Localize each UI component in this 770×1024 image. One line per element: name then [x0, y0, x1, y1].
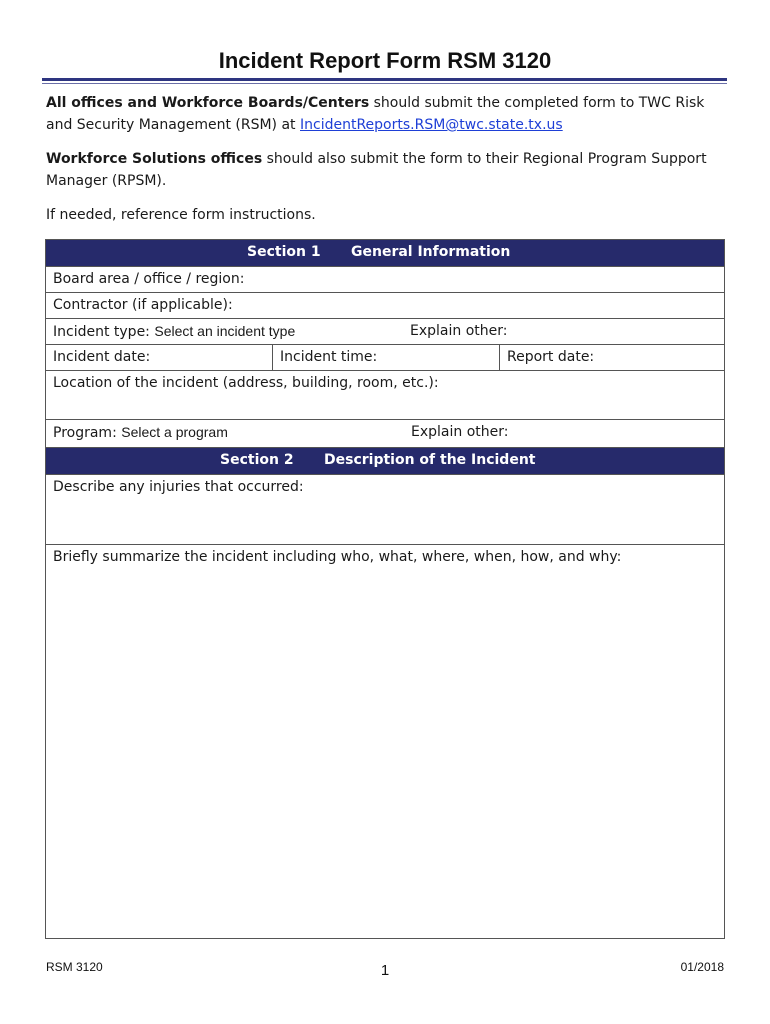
intro-paragraph-3: If needed, reference form instructions.	[46, 207, 316, 223]
section-2-header	[46, 448, 724, 475]
incident-time-label: Incident time:	[280, 349, 378, 365]
injuries-label: Describe any injuries that occurred:	[53, 479, 304, 495]
program-row	[46, 420, 724, 448]
title-rule-thin	[42, 83, 727, 84]
footer-form-id: RSM 3120	[46, 960, 103, 974]
email-link[interactable]: IncidentReports.RSM@twc.state.tx.us	[300, 117, 563, 133]
section-1-header	[46, 240, 724, 267]
intro-paragraph-1	[46, 92, 726, 136]
cell-divider	[272, 345, 273, 370]
explain-other-label: Explain other:	[410, 323, 508, 339]
program-select[interactable]: Select a program	[121, 424, 228, 440]
section-1-number: Section 1	[247, 244, 321, 260]
incident-type-select[interactable]: Select an incident type	[154, 323, 296, 339]
location-field[interactable]	[46, 371, 724, 420]
cell-divider	[499, 345, 500, 370]
summary-field[interactable]	[46, 545, 724, 938]
section-1-title: General Information	[351, 244, 511, 260]
injuries-field[interactable]	[46, 475, 724, 545]
page-title: Incident Report Form RSM 3120	[218, 48, 552, 73]
contractor-label: Contractor (if applicable):	[53, 297, 233, 313]
footer-page-number: 1	[380, 962, 390, 979]
intro-p1-bold: All offices and Workforce Boards/Centers	[46, 95, 370, 111]
dates-row	[46, 345, 724, 371]
program-explain-label: Explain other:	[411, 424, 509, 440]
incident-form	[45, 239, 725, 939]
intro-paragraph-2	[46, 148, 726, 192]
board-area-label: Board area / office / region:	[53, 271, 245, 287]
summary-label: Briefly summarize the incident including who, what, where, when, how, and why:	[53, 549, 622, 565]
contractor-field[interactable]	[46, 293, 724, 319]
title-rule	[42, 78, 727, 81]
intro-p2-text: should also submit the form to their Regional Program Support Manager (RPSM).	[46, 151, 707, 189]
incident-date-label: Incident date:	[53, 349, 151, 365]
footer-revision: 01/2018	[680, 960, 724, 974]
report-date-label: Report date:	[507, 349, 595, 365]
intro-p1-text: should submit the completed form to TWC Risk and Security Management (RSM) at	[46, 95, 705, 133]
board-area-field[interactable]	[46, 267, 724, 293]
section-2-number: Section 2	[220, 452, 294, 468]
intro-p2-bold: Workforce Solutions offices	[46, 151, 263, 167]
section-2-title: Description of the Incident	[324, 452, 536, 468]
program-text: Program:	[53, 425, 117, 441]
incident-type-label	[53, 323, 295, 340]
incident-type-row	[46, 319, 724, 345]
program-label	[53, 424, 228, 441]
incident-type-text: Incident type:	[53, 324, 150, 340]
location-label: Location of the incident (address, building, room, etc.):	[53, 375, 439, 391]
